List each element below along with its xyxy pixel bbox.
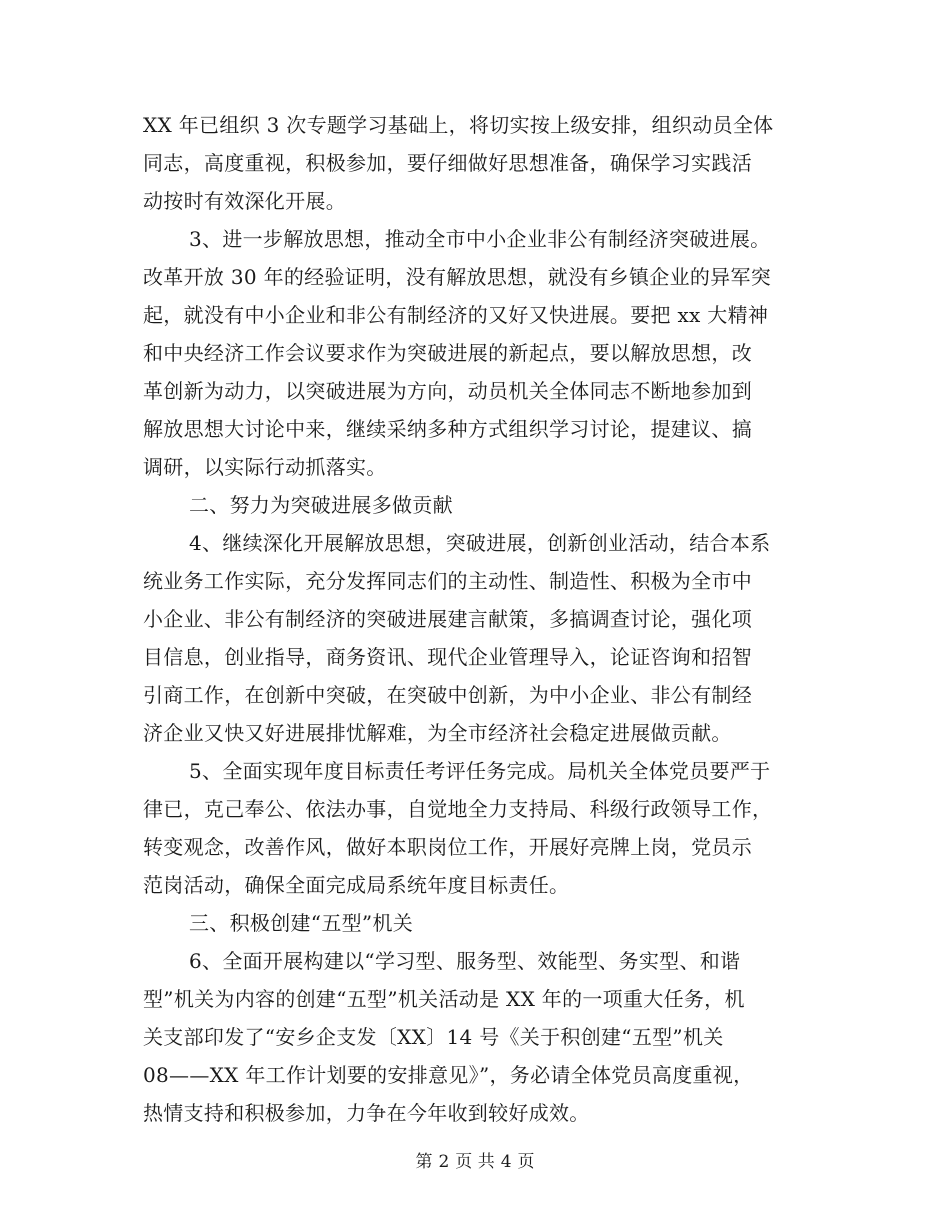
page-current-number: 2 (438, 1152, 450, 1172)
text-line: 解放思想大讨论中来，继续采纳多种方式组织学习讨论，提建议、搞 (143, 417, 752, 441)
text-line: XX 年已组织 3 次专题学习基础上，将切实按上级安排，组织动员全体 (143, 113, 774, 137)
text-line: 和中央经济工作会议要求作为突破进展的新起点，要以解放思想，改 (143, 341, 752, 365)
section-heading-2 (143, 486, 813, 524)
section-heading-3 (143, 904, 813, 942)
heading-line: 三、积极创建“五型”机关 (189, 911, 414, 935)
paragraph-4 (143, 524, 813, 752)
heading-line: 二、努力为突破进展多做贡献 (189, 493, 453, 517)
text-line: 4、继续深化开展解放思想，突破进展，创新创业活动，结合本系 (189, 531, 771, 555)
text-line: 关支部印发了“安乡企支发〔XX〕14 号《关于积创建“五型”机关 (143, 1025, 724, 1049)
paragraph-continuation (143, 106, 813, 220)
text-line: 起，就没有中小企业和非公有制经济的又好又快进展。要把 xx 大精神 (143, 303, 769, 327)
page-label-mid: 页 共 (455, 1152, 495, 1172)
text-line: 目信息，创业指导，商务资讯、现代企业管理导入，论证咨询和招智 (143, 645, 752, 669)
text-line: 小企业、非公有制经济的突破进展建言献策，多搞调查讨论，强化项 (143, 607, 752, 631)
document-body (143, 106, 813, 1132)
text-line: 热情支持和积极参加，力争在今年收到较好成效。 (143, 1101, 590, 1125)
text-line: 6、全面开展构建以“学习型、服务型、效能型、务实型、和谐 (189, 949, 741, 973)
page-label-prefix: 第 (415, 1152, 433, 1172)
text-line: 5、全面实现年度目标责任考评任务完成。局机关全体党员要严于 (189, 759, 771, 783)
paragraph-3 (143, 220, 813, 486)
text-line: 3、进一步解放思想，推动全市中小企业非公有制经济突破进展。 (189, 227, 771, 251)
page-footer (0, 1150, 950, 1174)
text-line: 同志，高度重视，积极参加，要仔细做好思想准备，确保学习实践活 (143, 151, 752, 175)
text-line: 型”机关为内容的创建“五型”机关活动是 XX 年的一项重大任务，机 (143, 987, 745, 1011)
text-line: 转变观念，改善作风，做好本职岗位工作，开展好亮牌上岗，党员示 (143, 835, 752, 859)
text-line: 08——XX 年工作计划要的安排意见》”，务必请全体党员高度重视， (143, 1063, 754, 1087)
text-line: 调研，以实际行动抓落实。 (143, 455, 387, 479)
page-label-suffix: 页 (517, 1152, 535, 1172)
text-line: 革创新为动力，以突破进展为方向，动员机关全体同志不断地参加到 (143, 379, 752, 403)
text-line: 范岗活动，确保全面完成局系统年度目标责任。 (143, 873, 570, 897)
text-line: 统业务工作实际，充分发挥同志们的主动性、制造性、积极为全市中 (143, 569, 752, 593)
text-line: 济企业又快又好进展排忧解难，为全市经济社会稳定进展做贡献。 (143, 721, 732, 745)
text-line: 引商工作，在创新中突破，在突破中创新，为中小企业、非公有制经 (143, 683, 752, 707)
paragraph-6 (143, 942, 813, 1132)
page-total-number: 4 (500, 1152, 512, 1172)
text-line: 动按时有效深化开展。 (143, 189, 346, 213)
paragraph-5 (143, 752, 813, 904)
text-line: 律已，克己奉公、依法办事，自觉地全力支持局、科级行政领导工作， (143, 797, 773, 821)
text-line: 改革开放 30 年的经验证明，没有解放思想，就没有乡镇企业的异军突 (143, 265, 772, 289)
